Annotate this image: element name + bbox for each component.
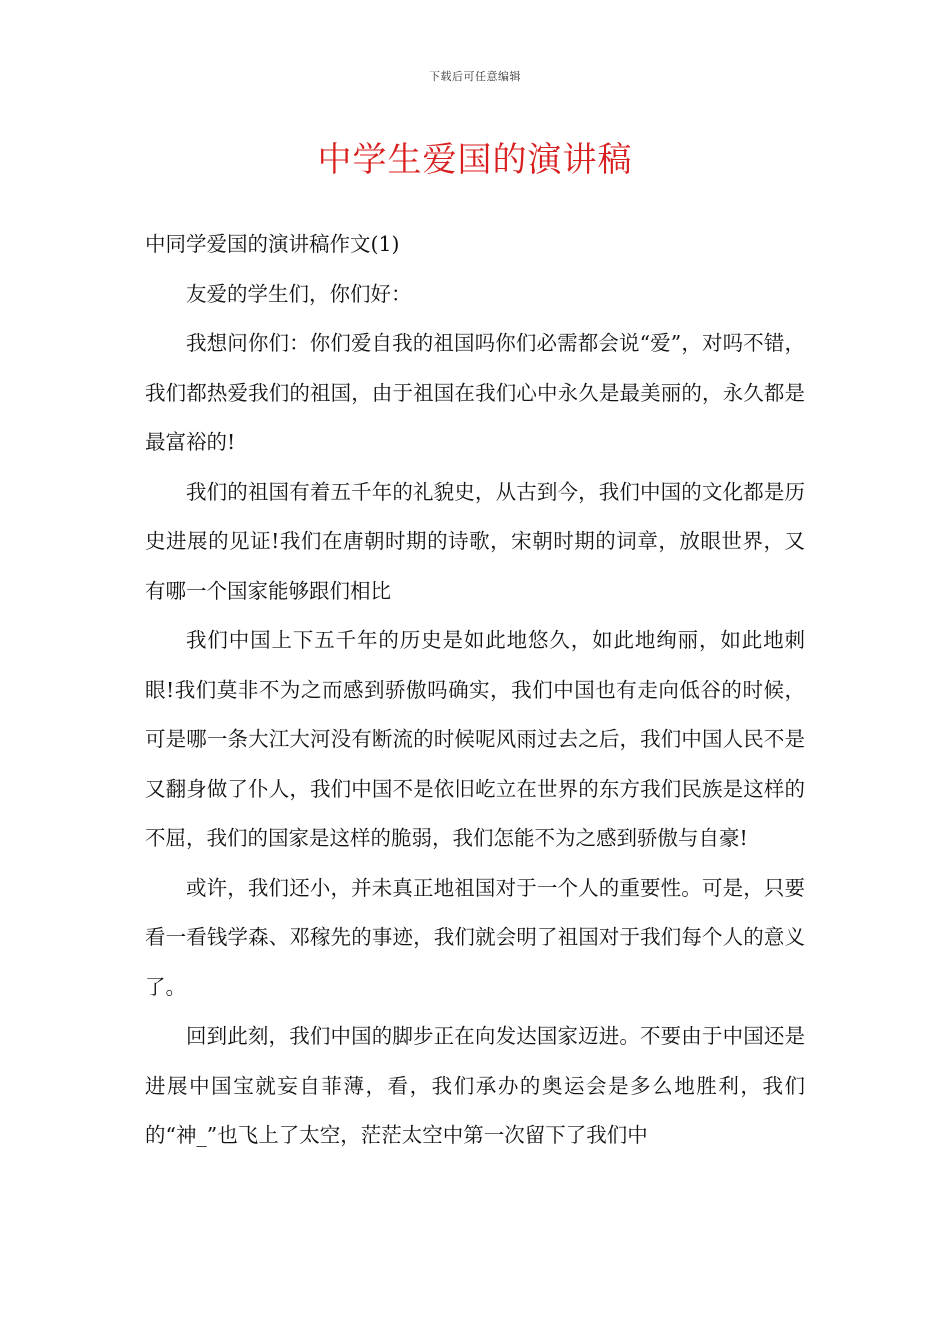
document-subtitle: 中同学爱国的演讲稿作文(1) bbox=[145, 232, 400, 256]
paragraph: 我们的祖国有着五千年的礼貌史，从古到今，我们中国的文化都是历史进展的见证!我们在唐朝时期的诗歌，宋朝时期的词章，放眼世界，又有哪一个国家能够跟们相比 bbox=[145, 479, 805, 603]
paragraph-greeting: 友爱的学生们，你们好： bbox=[186, 281, 412, 306]
paragraph: 我想问你们：你们爱自我的祖国吗你们必需都会说“爱”，对吗不错，我们都热爱我们的祖国，由于祖国在我们心中永久是最美丽的，永久都是最富裕的! bbox=[145, 331, 805, 454]
document-title: 中学生爱国的演讲稿 bbox=[317, 140, 633, 180]
paragraph: 我们中国上下五千年的历史是如此地悠久，如此地绚丽，如此地刺眼!我们莫非不为之而感到骄傲吗确实，我们中国也有走向低谷的时候，可是哪一条大江大河没有断流的时候呢风雨过去之后，我们中国人民不是又翻身做了仆人，我们中国不是依旧屹立在世界的东方我们民族是这样的不屈，我们的国家是这样的脆弱，我们怎能不为之感到骄傲与自豪! bbox=[145, 628, 805, 850]
header-note: 下载后可任意编辑 bbox=[429, 70, 521, 83]
paragraph: 回到此刻，我们中国的脚步正在向发达国家迈进。不要由于中国还是进展中国宝就妄自菲薄，看，我们承办的奥运会是多么地胜利，我们的“神_”也飞上了太空，茫茫太空中第一次留下了我们中 bbox=[145, 1024, 805, 1147]
paragraph: 或许，我们还小，并未真正地祖国对于一个人的重要性。可是，只要看一看钱学森、邓稼先的事迹，我们就会明了祖国对于我们每个人的意义了。 bbox=[145, 875, 805, 999]
document-body bbox=[145, 220, 805, 1161]
